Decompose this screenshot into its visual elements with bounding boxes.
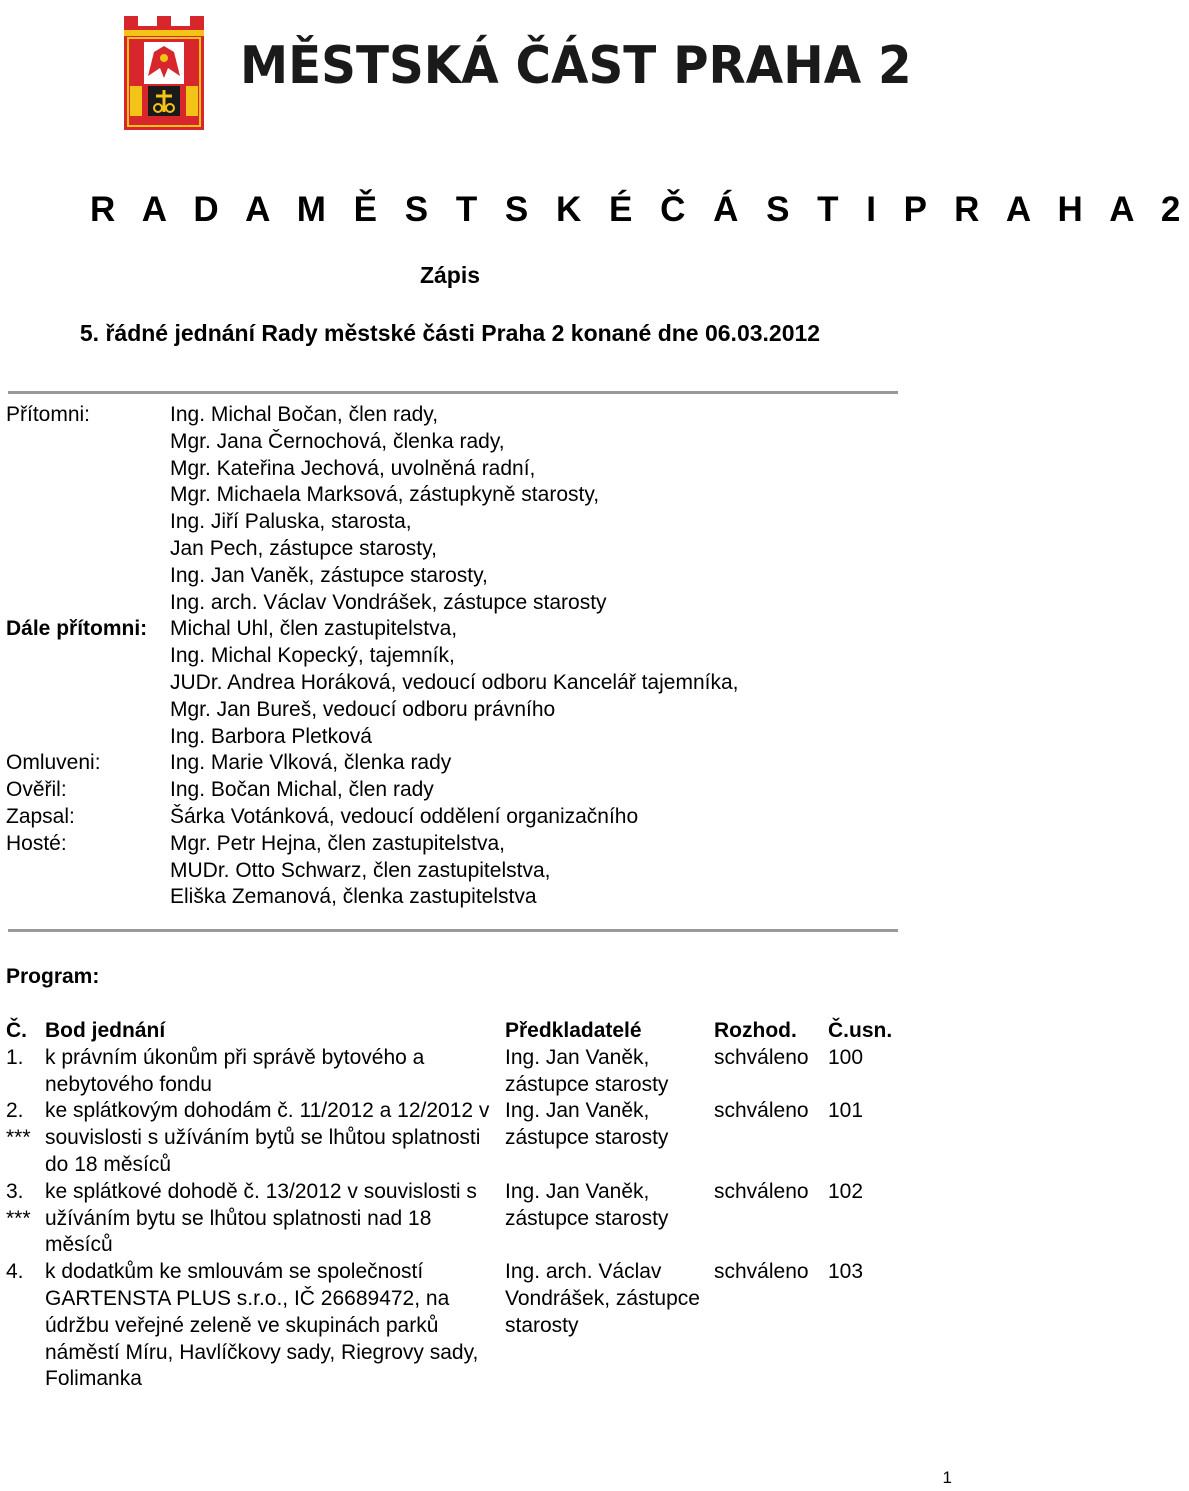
attendance-name: Ing. Bočan Michal, člen rady [170,778,434,802]
attendance-row [0,456,960,483]
logo-text: MĚSTSKÁ ČÁST PRAHA 2 [240,36,912,96]
meeting-line: 5. řádné jednání Rady městské části Praha 2 konané dne 06.03.2012 [79,320,821,346]
attendance-name: Mgr. Kateřina Jechová, uvolněná radní, [170,456,536,480]
agenda-presenter: Ing. Jan Vaněk, zástupce starosty [505,1045,669,1096]
divider [8,929,898,932]
attendance-name: Ing. Michal Kopecký, tajemník, [170,644,455,668]
attendance-row [0,884,960,911]
attendance-label [0,724,170,751]
attendance-name: Eliška Zemanová, členka zastupitelstva [170,885,537,909]
agenda-resolution-no: 102 [828,1179,864,1203]
attendance-row [0,616,960,643]
agenda-decision: schváleno [714,1099,809,1123]
agenda-no: 3. *** [6,1179,31,1230]
divider [8,391,898,394]
attendance-row [0,750,960,777]
attendance-label [0,536,170,563]
attendance-row [0,777,960,804]
attendance-name: JUDr. Andrea Horáková, vedoucí odboru Kancelář tajemníka, [170,670,739,694]
col-header-presenter: Předkladatelé [505,1019,642,1042]
agenda-table [0,1018,960,1393]
agenda-presenter: Ing. Jan Vaněk, zástupce starosty [505,1179,669,1230]
col-header-decision: Rozhod. [714,1019,797,1042]
agenda-no: 2. *** [6,1099,31,1150]
agenda-no: 1. [6,1045,24,1069]
attendance-name: Mgr. Jana Černochová, členka rady, [170,429,505,453]
agenda-item: ke splátkové dohodě č. 13/2012 v souvislosti s užíváním bytu se lhůtou splatnosti nad 18 měsíců [45,1179,477,1257]
attendance-name: Šárka Votánková, vedoucí oddělení organizačního [170,804,639,828]
attendance-row [0,831,960,858]
agenda-item: k dodatkům ke smlouvám se společností GARTENSTA PLUS s.r.o., IČ 26689472, na údržbu veřejné zeleně ve skupinách parků náměstí Míru, Havlíčkovy sady, Riegrovy sady, Folimanka [45,1260,479,1391]
attendance-row [0,643,960,670]
agenda-decision: schváleno [714,1045,809,1069]
attendance-row [0,858,960,885]
agenda-header-row [0,1018,960,1045]
coat-of-arms-logo [118,16,210,134]
attendance-label: Ověřil: [6,778,67,802]
attendance-label: Omluveni: [6,751,101,775]
agenda-resolution-no: 103 [828,1260,864,1284]
attendance-row [0,670,960,697]
program-heading: Program: [6,965,100,988]
attendance-row [0,804,960,831]
attendance-name: Mgr. Michaela Marksová, zástupkyně starosty, [170,483,600,507]
attendance-name: Ing. arch. Václav Vondrášek, zástupce starosty [170,590,607,614]
agenda-presenter: Ing. Jan Vaněk, zástupce starosty [505,1099,669,1150]
document-subtitle: Zápis [419,262,481,288]
attendance-label [0,858,170,885]
attendance-label [0,643,170,670]
attendance-row [0,402,960,429]
attendance-name: Jan Pech, zástupce starosty, [170,536,437,560]
col-header-resolution-no: Č.usn. [828,1019,893,1042]
attendance-name: Ing. Barbora Pletková [170,724,372,748]
attendance-label: Hosté: [6,831,67,855]
agenda-no: 4. [6,1260,24,1284]
attendance-label [0,590,170,617]
attendance-row [0,429,960,456]
attendance-name: Mgr. Petr Hejna, člen zastupitelstva, [170,831,505,855]
attendance-name: MUDr. Otto Schwarz, člen zastupitelstva, [170,858,551,882]
agenda-item: ke splátkovým dohodám č. 11/2012 a 12/2012 v souvislosti s užíváním bytů se lhůtou splatnosti do 18 měsíců [45,1099,490,1176]
col-header-no: Č. [6,1019,27,1042]
agenda-row [0,1179,960,1259]
attendance-name: Ing. Jiří Paluska, starosta, [170,510,412,534]
attendance-name: Ing. Marie Vlková, členka rady [170,751,452,775]
agenda-row [0,1045,960,1099]
attendance-label [0,697,170,724]
attendance-name: Ing. Jan Vaněk, zástupce starosty, [170,563,488,587]
attendance-label [0,482,170,509]
agenda-decision: schváleno [714,1260,809,1284]
agenda-row [0,1259,960,1393]
attendance-label [0,670,170,697]
attendance-list [0,402,960,911]
attendance-row [0,509,960,536]
attendance-label: Přítomni: [6,403,91,426]
attendance-name: Michal Uhl, člen zastupitelstva, [170,617,458,641]
agenda-resolution-no: 100 [828,1045,864,1069]
attendance-label [0,429,170,456]
attendance-name: Mgr. Jan Bureš, vedoucí odboru právního [170,697,556,721]
agenda-presenter: Ing. arch. Václav Vondrášek, zástupce starosty [505,1260,700,1337]
attendance-label: Dále přítomni: [6,617,148,641]
agenda-row [0,1098,960,1178]
attendance-row [0,697,960,724]
col-header-item: Bod jednání [45,1019,166,1042]
attendance-row [0,536,960,563]
agenda-resolution-no: 101 [828,1099,864,1123]
attendance-row [0,590,960,617]
attendance-row [0,482,960,509]
attendance-label [0,563,170,590]
attendance-row [0,724,960,751]
agenda-decision: schváleno [714,1179,809,1203]
attendance-label [0,456,170,483]
attendance-label: Zapsal: [6,804,75,828]
attendance-row [0,563,960,590]
attendance-label [0,509,170,536]
page-title: R A D A M Ě S T S K É Č Á S T I P R A H A 2 [90,190,1189,229]
attendance-name: Ing. Michal Bočan, člen rady, [170,403,439,426]
attendance-label [0,884,170,911]
page-number: 1 [942,1468,952,1487]
agenda-item: k právním úkonům při správě bytového a nebytového fondu [45,1045,425,1096]
